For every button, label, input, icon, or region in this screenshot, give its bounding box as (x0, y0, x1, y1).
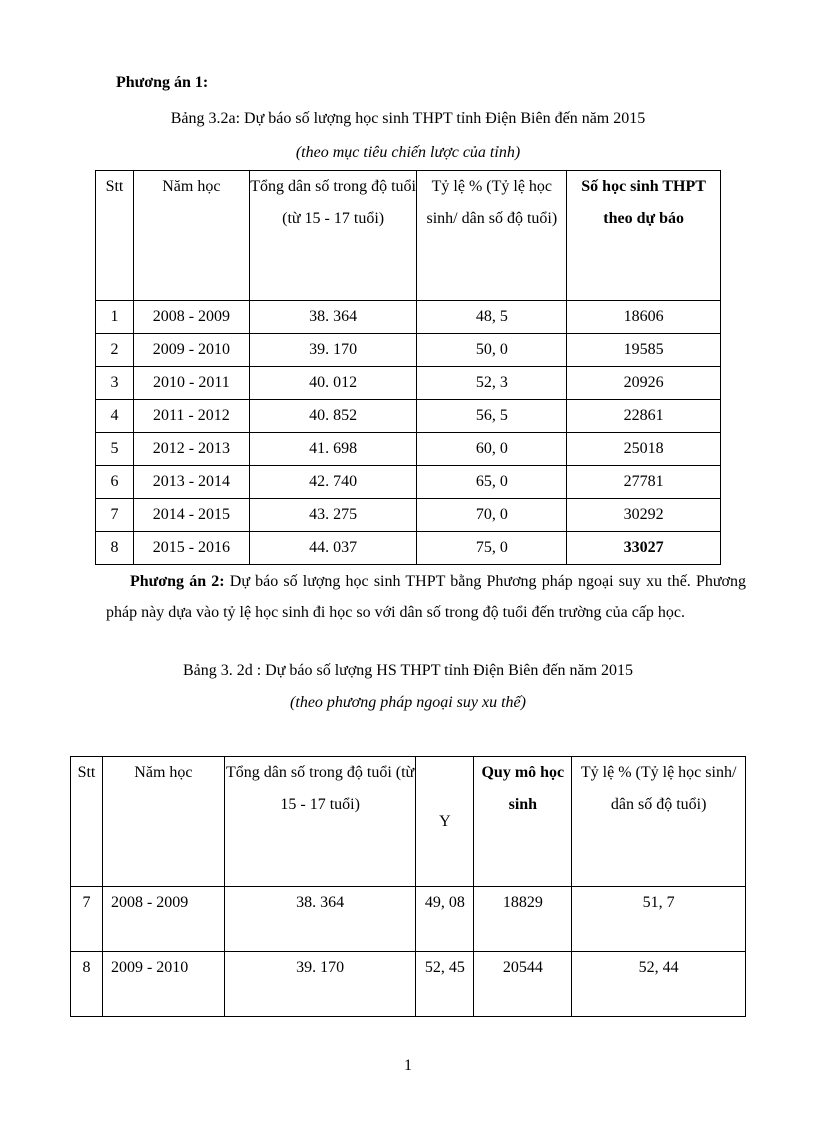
table-cell: 40. 012 (249, 367, 417, 400)
section2-heading: Phương án 2: (130, 573, 225, 590)
table-cell: 2009 - 2010 (102, 952, 224, 1017)
table-cell: 22861 (567, 400, 721, 433)
table-row (96, 400, 721, 433)
header-cell: Năm học (102, 757, 224, 887)
table-cell: 19585 (567, 334, 721, 367)
table-header-row (96, 171, 721, 301)
table-cell: 2012 - 2013 (133, 433, 249, 466)
header-cell: Tổng dân số trong độ tuổi (từ 15 - 17 tuổi) (224, 757, 416, 887)
table-cell: 38. 364 (224, 887, 416, 952)
table-cell: 52, 44 (572, 952, 746, 1017)
table-cell: 2009 - 2010 (133, 334, 249, 367)
table-cell: 2014 - 2015 (133, 499, 249, 532)
table-row (71, 952, 746, 1017)
table-cell: 60, 0 (417, 433, 567, 466)
table-cell: 40. 852 (249, 400, 417, 433)
table-cell: 65, 0 (417, 466, 567, 499)
table-cell: 42. 740 (249, 466, 417, 499)
table-cell: 18829 (474, 887, 572, 952)
table2-subcaption: (theo phương pháp ngoại suy xu thế) (290, 694, 526, 711)
header-cell: Quy mô học sinh (474, 757, 572, 887)
table-cell: 41. 698 (249, 433, 417, 466)
table-cell: 25018 (567, 433, 721, 466)
table1-caption: Bảng 3.2a: Dự báo số lượng học sinh THPT tỉnh Điện Biên đến năm 2015 (170, 110, 646, 127)
table-row (96, 499, 721, 532)
table-cell: 1 (96, 301, 134, 334)
header-cell: Tỷ lệ % (Tỷ lệ học sinh/ dân số độ tuổi) (572, 757, 746, 887)
table-cell: 2010 - 2011 (133, 367, 249, 400)
table-cell: 50, 0 (417, 334, 567, 367)
table-cell: 3 (96, 367, 134, 400)
table-cell: 33027 (567, 532, 721, 565)
table-cell: 20544 (474, 952, 572, 1017)
section1-heading: Phương án 1: (116, 74, 209, 91)
table2-caption: Bảng 3. 2d : Dự báo số lượng HS THPT tỉnh Điện Biên đến năm 2015 (182, 662, 634, 679)
table-row (96, 334, 721, 367)
table-cell: 39. 170 (249, 334, 417, 367)
table-cell: 20926 (567, 367, 721, 400)
table-row (71, 887, 746, 952)
table-cell: 39. 170 (224, 952, 416, 1017)
table-cell: 2008 - 2009 (102, 887, 224, 952)
table-row (96, 433, 721, 466)
table-cell: 2013 - 2014 (133, 466, 249, 499)
table-row (96, 301, 721, 334)
header-cell: Tỷ lệ % (Tỷ lệ học sinh/ dân số độ tuổi) (417, 171, 567, 301)
header-cell: Stt (71, 757, 103, 887)
table-cell: 6 (96, 466, 134, 499)
table-cell: 56, 5 (417, 400, 567, 433)
table-cell: 2 (96, 334, 134, 367)
forecast-table-2 (70, 756, 746, 1017)
table-cell: 43. 275 (249, 499, 417, 532)
table-cell: 48, 5 (417, 301, 567, 334)
table-cell: 2008 - 2009 (133, 301, 249, 334)
table-cell: 51, 7 (572, 887, 746, 952)
table-cell: 5 (96, 433, 134, 466)
forecast-table-1 (95, 170, 721, 565)
table-row (96, 532, 721, 565)
table-cell: 49, 08 (416, 887, 474, 952)
table-cell: 52, 45 (416, 952, 474, 1017)
header-cell: Y (416, 757, 474, 887)
table-cell: 7 (71, 887, 103, 952)
method2-paragraph (106, 566, 746, 628)
table-cell: 8 (71, 952, 103, 1017)
table1-subcaption: (theo mục tiêu chiến lược của tỉnh) (295, 144, 521, 161)
table-cell: 52, 3 (417, 367, 567, 400)
table-cell: 2011 - 2012 (133, 400, 249, 433)
header-cell: Stt (96, 171, 134, 301)
table-cell: 75, 0 (417, 532, 567, 565)
header-cell: Tổng dân số trong độ tuổi (từ 15 - 17 tuổi) (249, 171, 417, 301)
table-cell: 7 (96, 499, 134, 532)
table-cell: 2015 - 2016 (133, 532, 249, 565)
table-row (96, 367, 721, 400)
table-row (96, 466, 721, 499)
header-cell: Số học sinh THPT theo dự báo (567, 171, 721, 301)
header-cell: Năm học (133, 171, 249, 301)
method2-text: Dự báo số lượng học sinh THPT bằng Phương pháp ngoại suy xu thế. Phương pháp này dựa vào tỷ lệ học sinh đi học so với dân số trong độ tuổi đến trường của cấp học. (106, 573, 746, 621)
table-cell: 4 (96, 400, 134, 433)
table-cell: 38. 364 (249, 301, 417, 334)
table-cell: 8 (96, 532, 134, 565)
table-cell: 30292 (567, 499, 721, 532)
table-cell: 27781 (567, 466, 721, 499)
page-number: 1 (404, 1057, 412, 1074)
table-cell: 18606 (567, 301, 721, 334)
table-header-row (71, 757, 746, 887)
table-cell: 70, 0 (417, 499, 567, 532)
table-cell: 44. 037 (249, 532, 417, 565)
